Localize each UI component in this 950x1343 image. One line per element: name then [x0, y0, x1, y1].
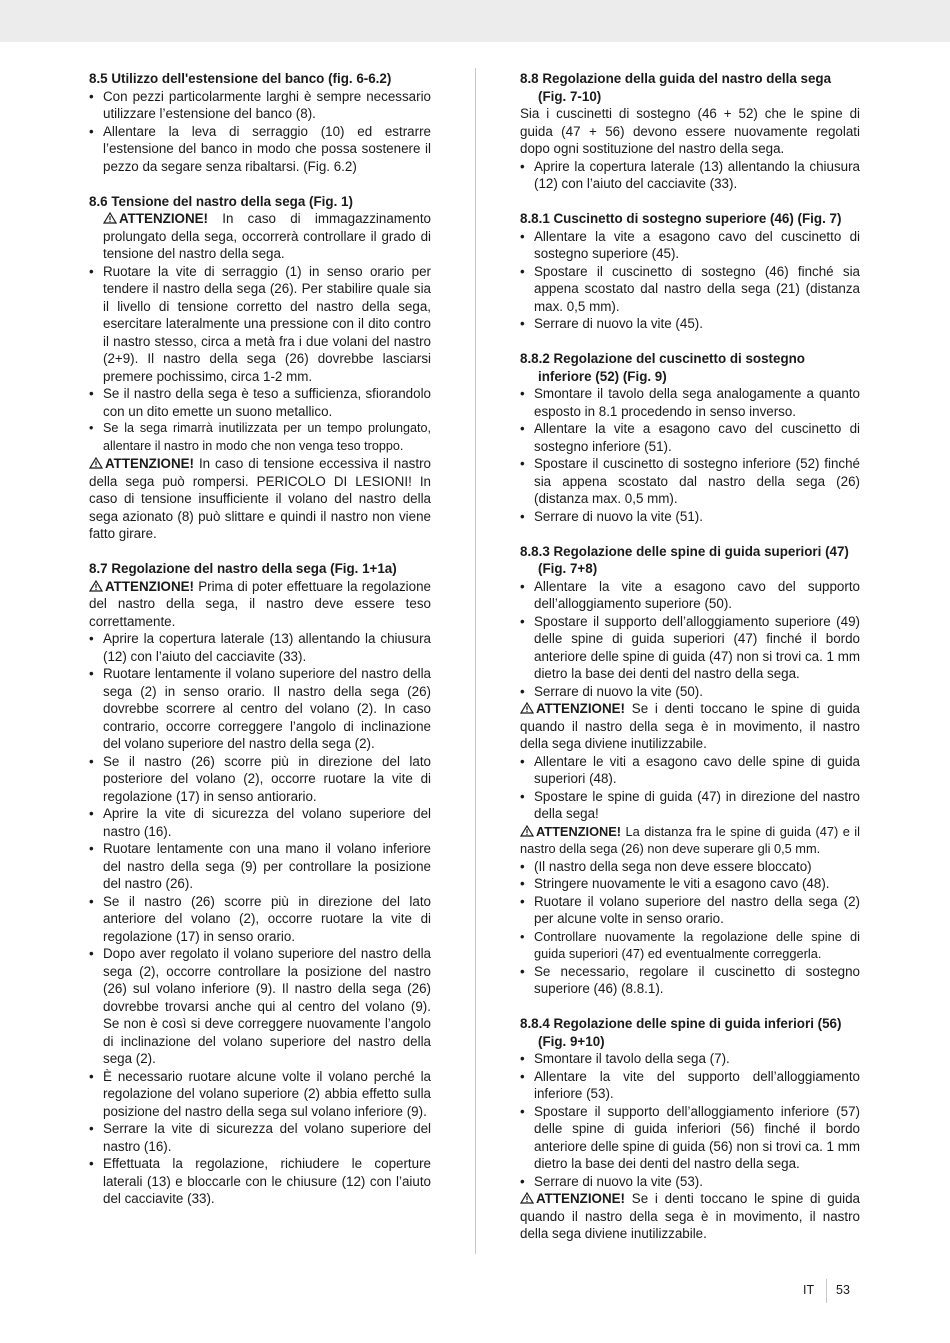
warning-paragraph — [89, 455, 431, 543]
language-label: IT — [803, 1283, 815, 1297]
bullet-list — [520, 385, 860, 525]
list-item: • Spostare il cuscinetto di sostegno inferiore (52) finché sia appena scostato dal nastro della sega (26) (distanza max. 0,5 mm). — [520, 455, 860, 508]
section-8-5 — [89, 70, 431, 175]
list-item: • Ruotare la vite di serraggio (1) in senso orario per tendere il nastro della sega (26). Per stabilire quale sia il livello di tensione corretto del nastro della sega, esercitare lateralmente una pressione con il dito contro il nastro stesso, circa a metà fra i due volani del nastro (2+9). Il nastro della sega (26) dovrebbe lasciarsi premere pochissimo, circa 1-2 mm. — [89, 263, 431, 386]
warning-text: In caso di tensione eccessiva il nastro della sega può rompersi. PERICOLO DI LESIONI! In caso di tensione insufficiente il volano del nastro della sega azionato (8) può slittare e quindi il nastro non viene fatto girare. — [89, 456, 431, 541]
footer-divider — [826, 1279, 827, 1303]
warning-icon — [89, 580, 103, 592]
list-item: • Smontare il tavolo della sega (7). — [520, 1050, 860, 1068]
section-8-6 — [89, 193, 431, 543]
bullet-list — [89, 630, 431, 1208]
list-item: • Con pezzi particolarmente larghi è sempre necessario utilizzare l’estensione del banco (8). — [89, 88, 431, 123]
page-number: 53 — [836, 1283, 850, 1297]
list-item: • Dopo aver regolato il volano superiore del nastro della sega (2), occorre controllare la posizione del nastro (26) sul volano inferiore (9). Il nastro della sega (26) dovrebbe trovarsi anche qui al centro del volano (9). Se non è così si deve correggere nuovamente l’angolo di inclinazione del volano superiore del nastro della sega (2). — [89, 945, 431, 1068]
list-item: • Smontare il tavolo della sega analogamente a quanto esposto in 8.1 procedendo in senso inverso. — [520, 385, 860, 420]
bullet-list — [520, 858, 860, 998]
list-item: • Serrare di nuovo la vite (53). — [520, 1173, 860, 1191]
list-item: • Serrare di nuovo la vite (50). — [520, 683, 860, 701]
section-8-8-3 — [520, 543, 860, 998]
bullet-list — [520, 1050, 860, 1190]
header-band — [0, 0, 950, 42]
list-item: • Se il nastro (26) scorre più in direzione del lato posteriore del volano (2), occorre ruotare la vite di regolazione (17) in senso antiorario. — [89, 753, 431, 806]
list-item: • Allentare la vite del supporto dell’alloggiamento inferiore (53). — [520, 1068, 860, 1103]
section-8-8-2 — [520, 350, 860, 525]
section-8-8-4 — [520, 1015, 860, 1243]
list-item: • Spostare il cuscinetto di sostegno (46) finché sia appena scostato dal nastro della sega (21) (distanza max. 0,5 mm). — [520, 263, 860, 316]
section-8-8 — [520, 70, 860, 193]
list-item: • È necessario ruotare alcune volte il volano perché la regolazione del volano superiore (2) abbia effetto sulla posizione del nastro della sega sul volano inferiore (9). — [89, 1068, 431, 1121]
list-item: • Aprire la copertura laterale (13) allentando la chiusura (12) con l’aiuto del cacciavite (33). — [89, 630, 431, 665]
list-item: • Serrare la vite di sicurezza del volano superiore del nastro (16). — [89, 1120, 431, 1155]
warning-text: Se i denti toccano le spine di guida quando il nastro della sega è in movimento, il nastro della sega diviene inutilizzabile. — [520, 701, 860, 751]
warning-label: ATTENZIONE! — [105, 456, 195, 471]
section-title: 8.8.3 Regolazione delle spine di guida superiori (47) (Fig. 7+8) — [520, 543, 849, 576]
warning-paragraph — [520, 700, 860, 753]
list-item: • Serrare di nuovo la vite (51). — [520, 508, 860, 526]
section-title: 8.5 Utilizzo dell'estensione del banco (fig. 6-6.2) — [89, 71, 392, 86]
section-title: 8.7 Regolazione del nastro della sega (Fig. 1+1a) — [89, 561, 397, 576]
section-8-8-1 — [520, 210, 860, 333]
list-item: • Se la sega rimarrà inutilizzata per un tempo prolungato, allentare il nastro in modo che non venga teso troppo. — [89, 420, 431, 455]
warning-text: Se i denti toccano le spine di guida quando il nastro della sega è in movimento, il nastro della sega diviene inutilizzabile. — [520, 1191, 860, 1241]
section-8-7 — [89, 560, 431, 1208]
bullet-list — [520, 228, 860, 333]
warning-label: ATTENZIONE! — [105, 578, 195, 594]
warning-paragraph — [520, 1190, 860, 1243]
list-item: • Effettuata la regolazione, richiudere le coperture laterali (13) e bloccarle con le chiusure (12) con l’aiuto del cacciavite (33). — [89, 1155, 431, 1208]
warning-text: In caso di immagazzinamento prolungato della sega, occorrerà controllare il grado di tensione del nastro della sega. — [103, 211, 431, 261]
list-item: • Serrare di nuovo la vite (45). — [520, 315, 860, 333]
warning-icon — [520, 825, 534, 837]
left-column — [89, 70, 431, 1225]
list-item: • Allentare la vite a esagono cavo del cuscinetto di sostegno superiore (45). — [520, 228, 860, 263]
warning-text: Prima di poter effettuare la regolazione del nastro della sega, il nastro deve essere teso correttamente. — [89, 578, 431, 629]
warning-paragraph — [520, 823, 860, 858]
paragraph: Sia i cuscinetti di sostegno (46 + 52) che le spine di guida (47 + 56) devono essere nuovamente regolati dopo ogni sostituzione del nastro della sega. — [520, 106, 860, 156]
warning-icon — [520, 1192, 534, 1204]
list-item: • Allentare la vite a esagono cavo del cuscinetto di sostegno inferiore (51). — [520, 420, 860, 455]
warning-label: ATTENZIONE! — [119, 211, 209, 226]
column-divider — [475, 68, 476, 1254]
warning-paragraph — [89, 578, 431, 631]
warning-icon — [89, 457, 103, 469]
warning-label: ATTENZIONE! — [536, 1191, 626, 1206]
bullet-list — [520, 158, 860, 193]
list-item: • Allentare le viti a esagono cavo delle spine di guida superiori (48). — [520, 753, 860, 788]
warning-icon — [103, 212, 117, 224]
warning-text: La distanza fra le spine di guida (47) e il nastro della sega (26) non deve superare gli 0,5 mm. — [520, 823, 860, 856]
list-item: • Ruotare il volano superiore del nastro della sega (2) per alcune volte in senso orario. — [520, 893, 860, 928]
warning-icon — [520, 702, 534, 714]
bullet-list — [89, 210, 431, 455]
list-item: • Spostare il supporto dell’alloggiamento inferiore (57) delle spine di guida inferiori (56) finché il bordo anteriore delle spine di guida (56) non si trovi ca. 1 mm dietro la base dei denti del nastro della sega. — [520, 1103, 860, 1173]
bullet-list — [520, 578, 860, 701]
section-title: 8.8.2 Regolazione del cuscinetto di sostegno inferiore (52) (Fig. 9) — [520, 351, 805, 384]
list-item: • Ruotare lentamente il volano superiore del nastro della sega (2) in senso orario. Il nastro della sega (26) dovrebbe scorrere al centro del volano (2). In caso contrario, occorre correggere l’angolo di inclinazione del volano superiore del nastro della sega (2). — [89, 665, 431, 753]
list-item: • Se il nastro della sega è teso a sufficienza, sfiorandolo con un dito emette un suono metallico. — [89, 385, 431, 420]
list-item: • Spostare le spine di guida (47) in direzione del nastro della sega! — [520, 788, 860, 823]
list-item: • Controllare nuovamente la regolazione delle spine di guida superiori (47) ed eventualmente correggerla. — [520, 928, 860, 963]
bullet-list — [520, 753, 860, 823]
list-item: • (Il nastro della sega non deve essere bloccato) — [520, 858, 860, 876]
section-title: 8.6 Tensione del nastro della sega (Fig. 1) — [89, 193, 353, 209]
section-title: 8.8 Regolazione della guida del nastro della sega (Fig. 7-10) — [520, 71, 832, 104]
list-item: • Aprire la vite di sicurezza del volano superiore del nastro (16). — [89, 805, 431, 840]
list-item: • Allentare la leva di serraggio (10) ed estrarre l’estensione del banco in modo che possa sostenere il pezzo da segare senza ribaltarsi. (Fig. 6.2) — [89, 123, 431, 176]
list-item: • Stringere nuovamente le viti a esagono cavo (48). — [520, 875, 860, 893]
warning-item — [89, 210, 431, 263]
section-title: 8.8.4 Regolazione delle spine di guida inferiori (56) (Fig. 9+10) — [520, 1016, 842, 1049]
right-column — [520, 70, 860, 1260]
list-item: • Spostare il supporto dell’alloggiamento superiore (49) delle spine di guida superiori (47) finché il bordo anteriore delle spine di guida (47) non si trovi ca. 1 mm dietro la base dei denti del nastro della sega. — [520, 613, 860, 683]
section-title: 8.8.1 Cuscinetto di sostegno superiore (46) (Fig. 7) — [520, 211, 842, 226]
list-item: • Se il nastro (26) scorre più in direzione del lato anteriore del volano (2), occorre ruotare la vite di regolazione (17) in senso orario. — [89, 893, 431, 946]
list-item: • Aprire la copertura laterale (13) allentando la chiusura (12) con l’aiuto del cacciavite (33). — [520, 158, 860, 193]
warning-label: ATTENZIONE! — [536, 823, 622, 839]
list-item: • Se necessario, regolare il cuscinetto di sostegno superiore (46) (8.8.1). — [520, 963, 860, 998]
list-item: • Ruotare lentamente con una mano il volano inferiore del nastro della sega (9) per controllare la posizione del nastro (26). — [89, 840, 431, 893]
bullet-list — [89, 88, 431, 176]
warning-label: ATTENZIONE! — [536, 701, 626, 716]
list-item: • Allentare la vite a esagono cavo del supporto dell’alloggiamento superiore (50). — [520, 578, 860, 613]
